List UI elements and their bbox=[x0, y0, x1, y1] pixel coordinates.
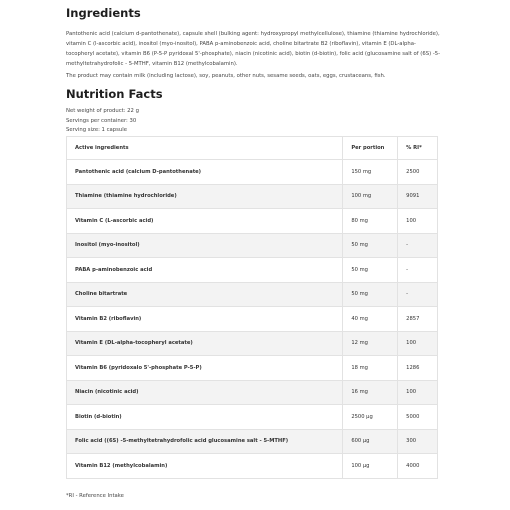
nutrition-table bbox=[66, 136, 438, 479]
net-weight: Net weight of product: 22 g bbox=[66, 108, 139, 114]
ingredient-name: Vitamin E (DL-alpha-tocopheryl acetate) bbox=[67, 331, 343, 356]
per-portion-value: 100 µg bbox=[343, 454, 398, 479]
table-row bbox=[67, 454, 438, 479]
ri-value: 4000 bbox=[398, 454, 438, 479]
per-portion-value: 50 mg bbox=[343, 233, 398, 258]
ri-value: - bbox=[398, 282, 438, 307]
ri-value: 9091 bbox=[398, 184, 438, 209]
per-portion-value: 50 mg bbox=[343, 258, 398, 283]
table-row bbox=[67, 184, 438, 209]
ingredient-name: Vitamin B2 (riboflavin) bbox=[67, 307, 343, 332]
table-row bbox=[67, 356, 438, 381]
ri-value: 5000 bbox=[398, 405, 438, 430]
ingredient-name: Vitamin C (L-ascorbic acid) bbox=[67, 209, 343, 234]
table-row bbox=[67, 405, 438, 430]
table-row bbox=[67, 380, 438, 405]
ingredients-list: Pantothenic acid (calcium d-pantothenate), capsule shell (bulking agent: hydroxypropyl methylcellulose), thiamine (thiamine hydrochloride), vitamin C (l-ascorbic acid), inositol (myo-inositol), PABA p-aminobenzoic acid, choline bitartrate B2 (riboflavin), vitamin E (DL-alpha-tocopheryl acetate), vitamin B6 (P-5-P pyridoxal 5'-phosphate), niacin (nicotinic acid), biotin (d-biotin), folic acid (glucosamine salt of (6S) -5-methyltetrahydrofolic - 5-MTHF, vitamin B12 (methylcobalamin). bbox=[66, 31, 441, 67]
per-portion-value: 18 mg bbox=[343, 356, 398, 381]
ingredient-name: Thiamine (thiamine hydrochloride) bbox=[67, 184, 343, 209]
ingredient-name: Pantothenic acid (calcium D-pantothenate) bbox=[67, 160, 343, 185]
table-row bbox=[67, 331, 438, 356]
ri-value: 1286 bbox=[398, 356, 438, 381]
table-row bbox=[67, 282, 438, 307]
allergen-notice: The product may contain milk (including lactose), soy, peanuts, other nuts, sesame seeds, oats, eggs, crustaceans, fish. bbox=[66, 73, 386, 79]
header-active-ingredients: Active ingredients bbox=[67, 137, 343, 160]
per-portion-value: 12 mg bbox=[343, 331, 398, 356]
ingredient-name: Vitamin B6 (pyridoxalo 5'-phosphate P-5-P) bbox=[67, 356, 343, 381]
ri-value: 2857 bbox=[398, 307, 438, 332]
ingredient-name: Folic acid ((6S) -5-methyltetrahydrofolic acid glucosamine salt - 5-MTHF) bbox=[67, 429, 343, 454]
nutrition-table-body bbox=[67, 160, 438, 479]
per-portion-value: 600 µg bbox=[343, 429, 398, 454]
ingredients-heading: Ingredients bbox=[66, 6, 141, 20]
serving-size: Serving size: 1 capsule bbox=[66, 127, 127, 133]
per-portion-value: 2500 µg bbox=[343, 405, 398, 430]
ri-value: 2500 bbox=[398, 160, 438, 185]
header-per-portion: Per portion bbox=[343, 137, 398, 160]
table-row bbox=[67, 233, 438, 258]
per-portion-value: 50 mg bbox=[343, 282, 398, 307]
ingredient-name: Biotin (d-biotin) bbox=[67, 405, 343, 430]
header-ri: % RI* bbox=[398, 137, 438, 160]
table-row bbox=[67, 307, 438, 332]
ingredient-name: Vitamin B12 (methylcobalamin) bbox=[67, 454, 343, 479]
per-portion-value: 16 mg bbox=[343, 380, 398, 405]
per-portion-value: 80 mg bbox=[343, 209, 398, 234]
ingredient-name: PABA p-aminobenzoic acid bbox=[67, 258, 343, 283]
servings-per-container: Servings per container: 30 bbox=[66, 117, 137, 124]
per-portion-value: 100 mg bbox=[343, 184, 398, 209]
table-row bbox=[67, 160, 438, 185]
table-row bbox=[67, 429, 438, 454]
ri-footnote: *RI - Reference Intake bbox=[66, 493, 124, 499]
per-portion-value: 150 mg bbox=[343, 160, 398, 185]
ingredient-name: Choline bitartrate bbox=[67, 282, 343, 307]
ri-value: 100 bbox=[398, 209, 438, 234]
per-portion-value: 40 mg bbox=[343, 307, 398, 332]
table-row bbox=[67, 258, 438, 283]
ingredient-name: Inositol (myo-inositol) bbox=[67, 233, 343, 258]
ingredient-name: Niacin (nicotinic acid) bbox=[67, 380, 343, 405]
ri-value: - bbox=[398, 258, 438, 283]
ri-value: 300 bbox=[398, 429, 438, 454]
nutrition-meta bbox=[66, 107, 139, 136]
ri-value: - bbox=[398, 233, 438, 258]
table-row bbox=[67, 209, 438, 234]
ri-value: 100 bbox=[398, 380, 438, 405]
table-header-row bbox=[67, 137, 438, 160]
ri-value: 100 bbox=[398, 331, 438, 356]
nutrition-facts-heading: Nutrition Facts bbox=[66, 87, 163, 101]
